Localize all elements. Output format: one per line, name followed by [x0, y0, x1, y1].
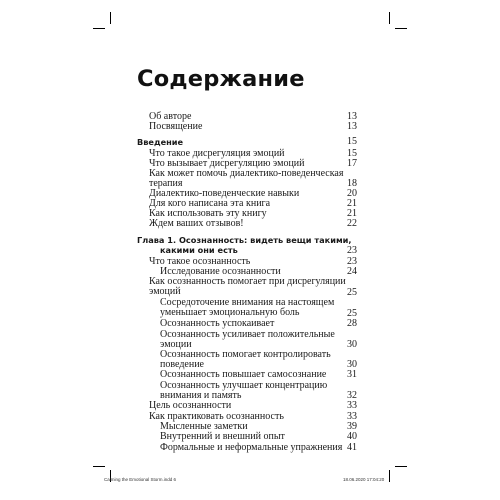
toc-page-number: 31 [347, 369, 357, 380]
toc-subentry: Мысленные заметки [160, 421, 248, 432]
toc-entry: Для кого написана эта книга [149, 198, 271, 209]
toc-entry: Цель осознанности [149, 400, 232, 411]
toc-page-number: 33 [347, 411, 357, 422]
toc-page-number: 33 [347, 400, 357, 411]
toc-page-number: 21 [347, 198, 357, 209]
toc-section-heading: Введение [137, 137, 184, 147]
toc-page-number: 23 [347, 245, 357, 256]
toc-page-number: 32 [347, 390, 357, 401]
toc-entry: Как осознанность помогает при дисрегуляции [149, 276, 346, 287]
toc-page-number: 18 [347, 178, 357, 189]
toc-entry-continuation: эмоций [149, 286, 181, 297]
toc-page-number: 17 [347, 158, 357, 169]
toc-entry: Посвящение [149, 121, 203, 132]
toc-entry: Как использовать эту книгу [149, 208, 267, 219]
toc-subentry: Осознанность улучшает концентрацию [160, 380, 328, 391]
footer-file-name: Calming the Emotional Storm.indd 6 [104, 477, 177, 482]
toc-entry: Что такое осознанность [149, 256, 251, 267]
toc-page-number: 13 [347, 121, 357, 132]
toc-entry: Диалектико-поведенческие навыки [149, 188, 300, 199]
toc-subentry-continuation: поведение [160, 359, 204, 370]
toc-page-number: 28 [347, 318, 357, 329]
toc-subentry: Внутренний и внешний опыт [160, 431, 285, 442]
toc-subentry-continuation: эмоции [160, 339, 192, 350]
toc-page-number: 23 [347, 256, 357, 267]
toc-entry: Ждем ваших отзывов! [149, 218, 244, 229]
toc-subentry: Формальные и неформальные упражнения [160, 442, 343, 453]
toc-chapter-heading: Глава 1. Осознанность: видеть вещи такими, [137, 235, 352, 245]
toc-page-number: 24 [347, 266, 357, 277]
toc-subentry-continuation: уменьшает эмоциональную боль [160, 307, 300, 318]
toc-entry: Об авторе [149, 111, 192, 122]
toc-page-number: 13 [347, 111, 357, 122]
toc-page-number: 15 [347, 148, 357, 159]
toc-page-number: 20 [347, 188, 357, 199]
toc-page-number: 25 [347, 287, 357, 298]
toc-entry: Как практиковать осознанность [149, 411, 284, 422]
toc-page-number: 30 [347, 339, 357, 350]
toc-entry-continuation: терапия [149, 178, 183, 189]
toc-subentry: Осознанность усиливает положительные [160, 329, 335, 340]
toc-chapter-heading-continuation: какими они есть [160, 245, 238, 255]
toc-subentry: Осознанность повышает самосознание [160, 369, 327, 380]
toc-page-number: 15 [347, 136, 357, 147]
toc-page-number: 30 [347, 359, 357, 370]
page-title: Содержание [137, 66, 305, 92]
toc-subentry: Исследование осознанности [160, 266, 281, 277]
toc-page-number: 22 [347, 218, 357, 229]
toc-page-number: 41 [347, 442, 357, 453]
toc-entry: Как может помочь диалектико-поведенческая [149, 168, 344, 179]
toc-page-number: 25 [347, 308, 357, 319]
toc-page-number: 21 [347, 208, 357, 219]
toc-subentry-continuation: внимания и память [160, 390, 242, 401]
toc-page-number: 39 [347, 421, 357, 432]
toc-subentry: Сосредоточение внимания на настоящем [160, 297, 335, 308]
toc-entry: Что вызывает дисрегуляцию эмоций [149, 158, 305, 169]
toc-page-number: 40 [347, 431, 357, 442]
toc-subentry: Осознанность успокаивает [160, 318, 275, 329]
toc-entry: Что такое дисрегуляция эмоций [149, 148, 285, 159]
footer-timestamp: 18.06.2020 17:04:20 [343, 477, 385, 482]
toc-subentry: Осознанность помогает контролировать [160, 349, 331, 360]
